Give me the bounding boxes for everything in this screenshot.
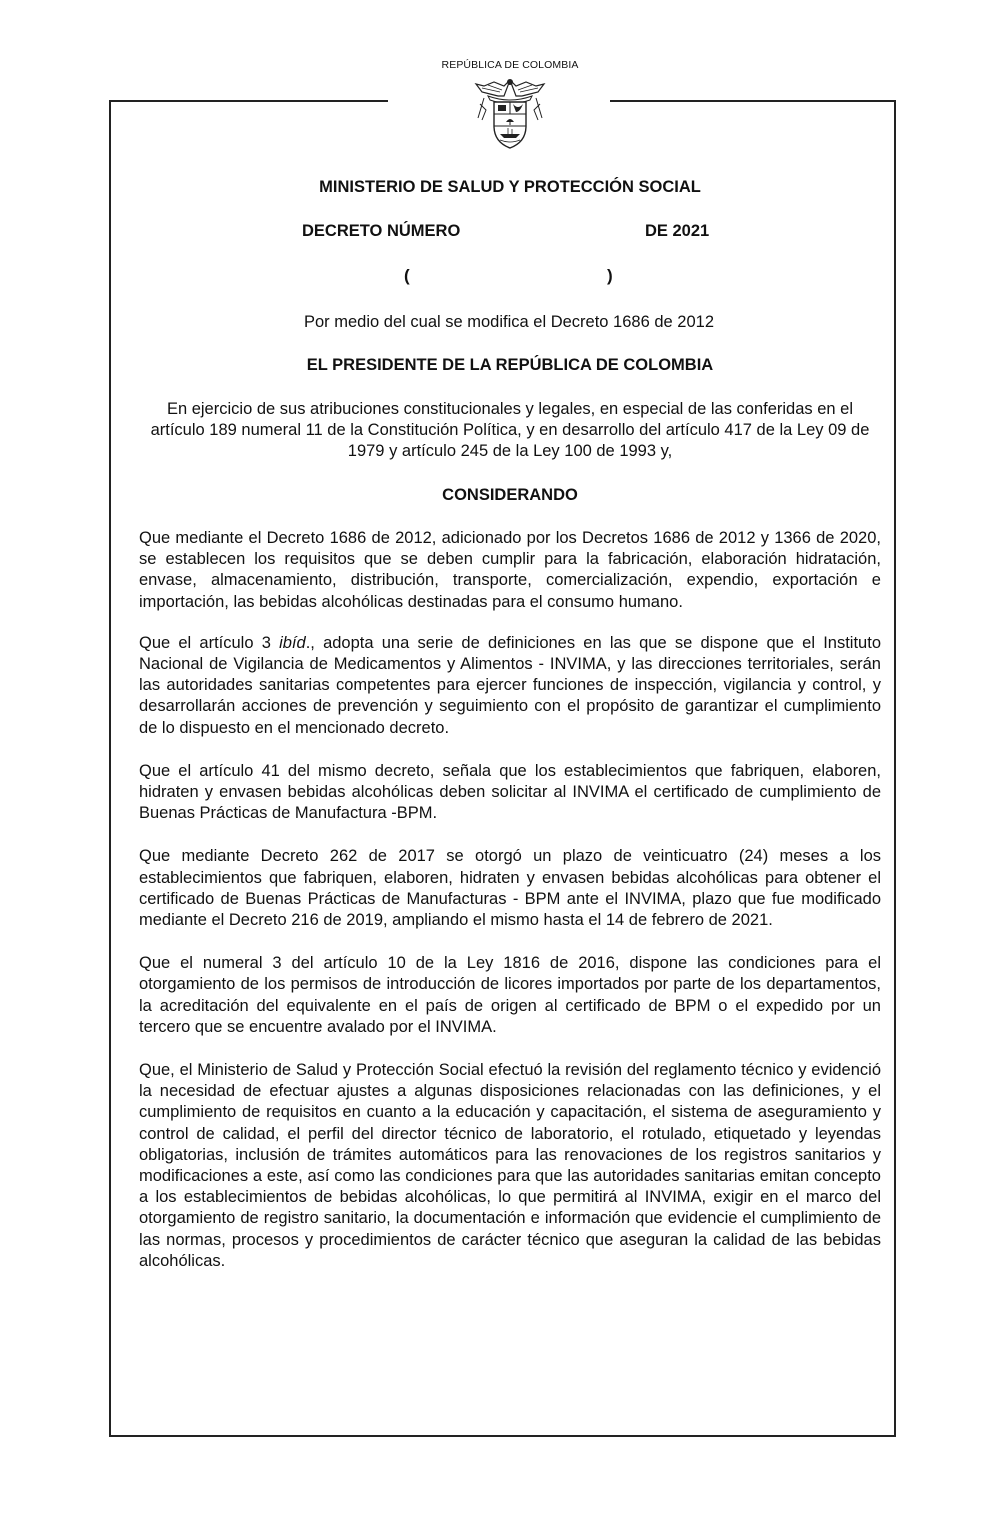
paragraph-2 [139,633,881,739]
paragraph-6: Que, el Ministerio de Salud y Protección Social efectuó la revisión del reglamento técnico y evidenció la necesidad de efectuar ajustes a algunas disposiciones relacionadas con las definiciones, y el cumplimiento de requisitos en cuanto a la educación y capacitación, el sistema de aseguramiento y control de calidad, el perfil del director técnico de laboratorio, el rotulado, etiquetado y leyendas obligatorias, inclusión de trámites automáticos para las renovaciones de los registros sanitarios y modificaciones a este, así como las condiciones para que las autoridades sanitarias emitan concepto a los establecimientos de bebidas alcohólicas, lo que permitirá al INVIMA, exigir en el marco del otorgamiento de registro sanitario, la documentación e información que evidencie el cumplimiento de las normas, procesos y procedimientos de carácter técnico que aseguran la calidad de las bebidas alcohólicas. [139,1061,881,1270]
paragraph-3: Que el artículo 41 del mismo decreto, señala que los establecimientos que fabriquen, elaboren, hidraten y envasen bebidas alcohólicas deben solicitar al INVIMA el certificado de cumplimiento de Buenas Prácticas de Manufactura -BPM. [139,761,881,823]
paragraph-2-italic: ibíd [279,633,306,652]
ministry-title: MINISTERIO DE SALUD Y PROTECCIÓN SOCIAL [319,178,701,196]
considerations-body [139,528,881,1292]
considering-heading: CONSIDERANDO [442,486,578,504]
paragraph-2-rest: ., adopta una serie de definiciones en las que se dispone que el Instituto Nacional de Vigilancia de Medicamentos y Alimentos - INVIMA, y las direcciones territoriales, serán las autoridades sanitarias competentes para ejercer funciones de inspección, vigilancia y control, y desarrollarán acciones de prevención y seguimiento con el propósito de garantizar el cumplimiento de lo dispuesto en el mencionado decreto. [139,633,881,737]
president-heading: EL PRESIDENTE DE LA REPÚBLICA DE COLOMBIA [306,356,714,374]
decree-year: DE 2021 [645,222,710,240]
paren-close: ) [607,266,613,285]
paragraph-4: Que mediante Decreto 262 de 2017 se otorgó un plazo de veinticuatro (24) meses a los establecimientos que fabriquen, elaboren, hidraten y envasen bebidas alcohólicas para obtener el certificado de Buenas Prácticas de Manufacturas - BPM ante el INVIMA, plazo que fue modificado mediante el Decreto 216 de 2019, ampliando el mismo hasta el 14 de febrero de 2021. [139,847,881,930]
paragraph-5: Que el numeral 3 del artículo 10 de la Ley 1816 de 2016, dispone las condiciones para el otorgamiento de los permisos de introducción de licores importados por parte de los departamentos, la acreditación del equivalente en el país de origen al certificado de BPM o el expedido por un tercero que se encuentre avalado por el INVIMA. [139,954,881,1036]
decree-subject: Por medio del cual se modifica el Decreto 1686 de 2012 [304,313,714,331]
paren-open: ( [404,266,410,285]
preamble-text: En ejercicio de sus atribuciones constitucionales y legales, en especial de las conferidas en el artículo 189 numeral 11 de la Constitución Política, y en desarrollo del artículo 417 de la Ley 09 de 1979 y artículo 245 de la Ley 100 de 1993 y, [150,400,870,460]
paragraph-2-start: Que el artículo 3 [139,633,280,652]
republic-label: REPÚBLICA DE COLOMBIA [441,59,579,71]
paragraph-1: Que mediante el Decreto 1686 de 2012, adicionado por los Decretos 1686 de 2012 y 1366 de 2020, se establecen los requisitos que se deben cumplir para la fabricación, elaboración hidratación, envase, almacenamiento, distribución, transporte, comercialización, expendio, exportación e importación, las bebidas alcohólicas destinadas para el consumo humano. [139,529,881,611]
decree-label: DECRETO NÚMERO [302,222,461,240]
